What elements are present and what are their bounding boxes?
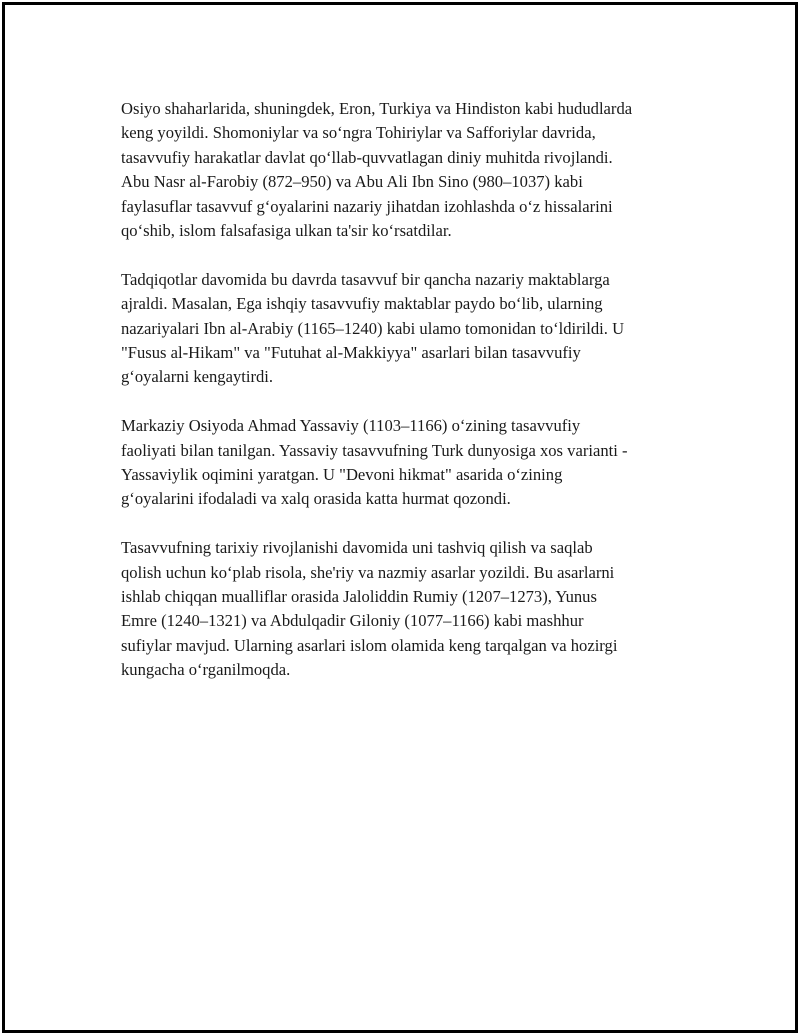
text-line: ishlab chiqqan mualliflar orasida Jaloliddin Rumiy (1207–1273), Yunus bbox=[121, 587, 597, 607]
text-line: Osiyo shaharlarida, shuningdek, Eron, Turkiya va Hindiston kabi hududlarda bbox=[121, 99, 633, 118]
text-line: qo‘shib, islom falsafasiga ulkan ta'sir ko‘rsatdilar. bbox=[121, 221, 452, 241]
text-line: keng yoyildi. Shomoniylar va so‘ngra Tohiriylar va Safforiylar davrida, bbox=[121, 123, 596, 143]
text-line: g‘oyalarini ifodaladi va xalq orasida katta hurmat qozondi. bbox=[121, 489, 511, 509]
text-line: Markaziy Osiyoda Ahmad Yassaviy (1103–1166) o‘zining tasavvufiy bbox=[121, 416, 581, 436]
paragraph-4 bbox=[121, 536, 701, 682]
text-line: "Fusus al-Hikam" va "Futuhat al-Makkiyya" asarlari bilan tasavvufiy bbox=[121, 343, 581, 363]
text-line: qolish uchun ko‘plab risola, she'riy va nazmiy asarlar yozildi. Bu asarlarni bbox=[121, 562, 615, 582]
text-line: Yassaviylik oqimini yaratgan. U "Devoni hikmat" asarida o‘zining bbox=[121, 465, 563, 485]
paragraph-1 bbox=[121, 97, 701, 243]
text-line: faoliyati bilan tanilgan. Yassaviy tasavvufning Turk dunyosiga xos varianti - bbox=[121, 440, 628, 460]
paragraph-3 bbox=[121, 414, 701, 512]
text-line: Tasavvufning tarixiy rivojlanishi davomida uni tashviq qilish va saqlab bbox=[121, 538, 593, 558]
text-line: Abu Nasr al-Farobiy (872–950) va Abu Ali Ibn Sino (980–1037) kabi bbox=[121, 172, 583, 192]
text-line: sufiylar mavjud. Ularning asarlari islom olamida keng tarqalgan va hozirgi bbox=[121, 635, 618, 655]
text-line: faylasuflar tasavvuf g‘oyalarini nazariy jihatdan izohlashda o‘z hissalarini bbox=[121, 196, 613, 216]
text-line: nazariyalari Ibn al-Arabiy (1165–1240) kabi ulamo tomonidan to‘ldirildi. U bbox=[121, 318, 625, 338]
text-line: g‘oyalarni kengaytirdi. bbox=[121, 367, 274, 387]
text-line: tasavvufiy harakatlar davlat qo‘llab-quvvatlagan diniy muhitda rivojlandi. bbox=[121, 147, 613, 167]
document-body bbox=[121, 97, 701, 707]
text-line: Emre (1240–1321) va Abdulqadir Giloniy (1077–1166) kabi mashhur bbox=[121, 611, 584, 631]
page-frame bbox=[2, 2, 798, 1033]
text-line: ajraldi. Masalan, Ega ishqiy tasavvufiy maktablar paydo bo‘lib, ularning bbox=[121, 294, 603, 314]
paragraph-2 bbox=[121, 268, 701, 390]
text-line: kungacha o‘rganilmoqda. bbox=[121, 660, 291, 680]
text-line: Tadqiqotlar davomida bu davrda tasavvuf bir qancha nazariy maktablarga bbox=[121, 269, 610, 289]
